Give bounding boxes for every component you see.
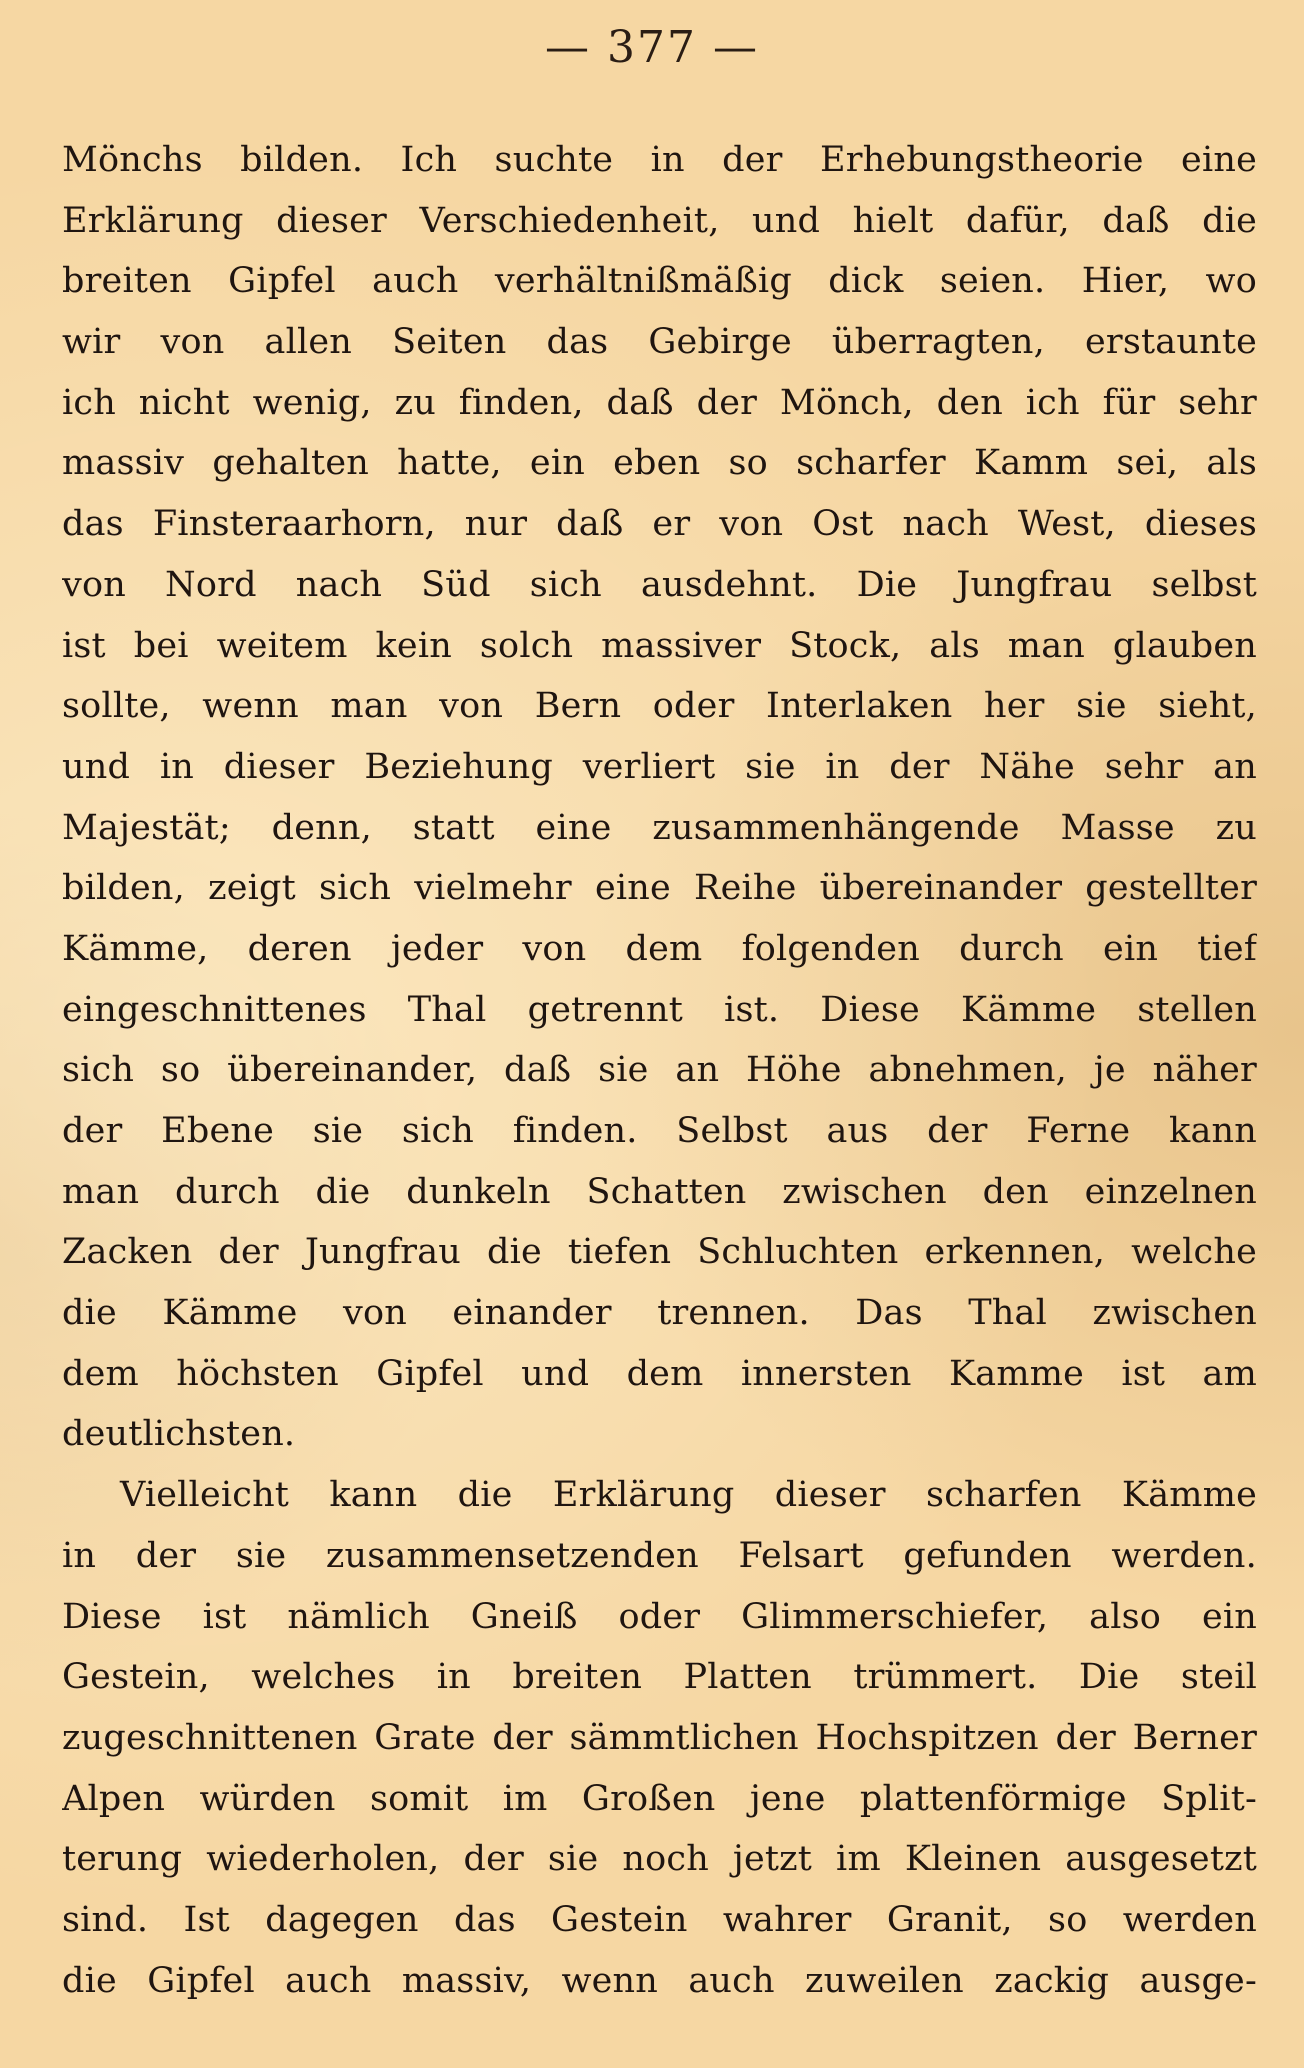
text-line: sollte, wenn man von Bern oder Interlaken her sie sieht,	[62, 686, 1257, 727]
text-line: eingeschnittenes Thal getrennt ist. Diese Kämme stellen	[62, 989, 1257, 1030]
text-line: das Finsteraarhorn, nur daß er von Ost nach West, dieses	[62, 504, 1257, 545]
text-line: wir von allen Seiten das Gebirge überragten, erstaunte	[62, 322, 1257, 363]
text-line: in der sie zusammensetzenden Felsart gefunden werden.	[62, 1535, 1257, 1576]
text-line: der Ebene sie sich finden. Selbst aus der Ferne kann	[62, 1111, 1257, 1151]
text-line: Alpen würden somit im Großen jene plattenförmige Split-	[62, 1778, 1257, 1819]
text-line: dem höchsten Gipfel und dem innersten Kamme ist am	[62, 1353, 1257, 1394]
text-line: Mönchs bilden. Ich suchte in der Erhebungstheorie eine	[62, 140, 1257, 180]
text-line: die Gipfel auch massiv, wenn auch zuweilen zackig ausge-	[62, 1960, 1257, 2001]
text-line: terung wiederholen, der sie noch jetzt im Kleinen ausgesetzt	[62, 1839, 1257, 1880]
text-line: Zacken der Jungfrau die tiefen Schluchten erkennen, welche	[62, 1232, 1257, 1273]
text-line: ich nicht wenig, zu finden, daß der Mönch, den ich für sehr	[62, 382, 1257, 423]
paragraph-2	[62, 1465, 1257, 2011]
text-line: Erklärung dieser Verschiedenheit, und hielt dafür, daß die	[62, 200, 1257, 241]
text-line: Gestein, welches in breiten Platten trümmert. Die steil	[62, 1657, 1257, 1698]
text-line: man durch die dunkeln Schatten zwischen den einzelnen	[62, 1171, 1257, 1212]
text-line: sind. Ist dagegen das Gestein wahrer Granit, so werden	[62, 1899, 1257, 1940]
text-line: zugeschnittenen Grate der sämmtlichen Hochspitzen der Berner	[62, 1717, 1257, 1758]
text-line: Majestät; denn, statt eine zusammenhängende Masse zu	[62, 807, 1257, 848]
text-line: massiv gehalten hatte, ein eben so scharfer Kamm sei, als	[62, 443, 1257, 484]
text-line: die Kämme von einander trennen. Das Thal zwischen	[62, 1293, 1257, 1334]
text-line: deutlichsten.	[62, 1414, 296, 1455]
text-line: Vielleicht kann die Erklärung dieser scharfen Kämme	[120, 1475, 1257, 1516]
body-text	[62, 130, 1257, 2011]
text-line: und in dieser Beziehung verliert sie in der Nähe sehr an	[62, 746, 1257, 787]
text-line: ist bei weitem kein solch massiver Stock, als man glauben	[62, 625, 1257, 666]
text-line: Kämme, deren jeder von dem folgenden durch ein tief	[62, 928, 1257, 969]
paragraph-1	[62, 130, 1257, 1465]
text-line: breiten Gipfel auch verhältnißmäßig dick seien. Hier, wo	[62, 261, 1257, 302]
text-line: von Nord nach Süd sich ausdehnt. Die Jungfrau selbst	[62, 564, 1257, 605]
text-line: Diese ist nämlich Gneiß oder Glimmerschiefer, also ein	[62, 1596, 1257, 1637]
page-number: — 377 —	[545, 22, 759, 73]
text-line: sich so übereinander, daß sie an Höhe abnehmen, je näher	[62, 1050, 1257, 1091]
text-line: bilden, zeigt sich vielmehr eine Reihe übereinander gestellter	[62, 868, 1257, 909]
